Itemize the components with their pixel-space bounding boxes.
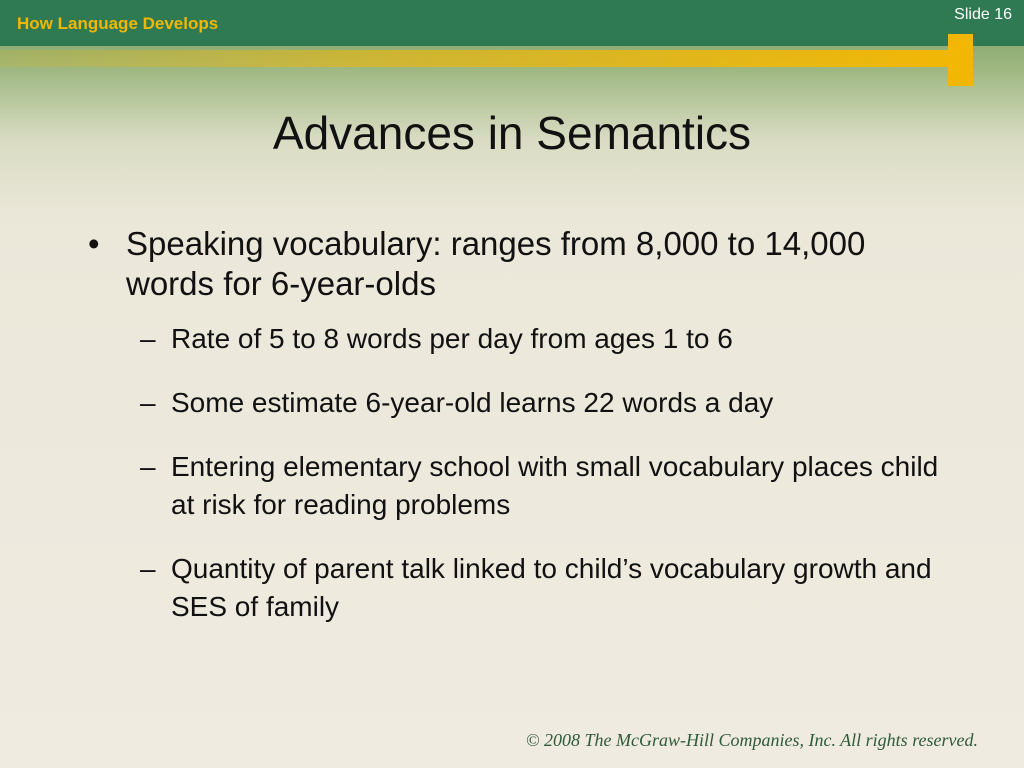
bullet-item bbox=[84, 224, 944, 304]
sub-bullet-text: Entering elementary school with small vocabulary places child at risk for reading problems bbox=[171, 451, 939, 520]
copyright-footer: © 2008 The McGraw-Hill Companies, Inc. All rights reserved. bbox=[525, 730, 978, 750]
sub-bullet-item bbox=[84, 384, 944, 422]
sub-bullet-item bbox=[84, 448, 944, 524]
sub-bullet-item bbox=[84, 320, 944, 358]
dash-marker: – bbox=[140, 323, 156, 354]
slide-title: Advances in Semantics bbox=[272, 107, 752, 159]
accent-bar bbox=[0, 50, 958, 67]
accent-square bbox=[948, 34, 973, 86]
deck-title: How Language Develops bbox=[17, 14, 219, 33]
sub-bullet-text: Quantity of parent talk linked to child’s vocabulary growth and SES of family bbox=[171, 553, 932, 622]
bullet-marker: • bbox=[88, 225, 100, 262]
dash-marker: – bbox=[140, 387, 156, 418]
dash-marker: – bbox=[140, 451, 156, 482]
bullet-text: Speaking vocabulary: ranges from 8,000 to 14,000 words for 6-year-olds bbox=[126, 225, 866, 302]
slide-content bbox=[84, 224, 944, 652]
sub-bullet-text: Rate of 5 to 8 words per day from ages 1 to 6 bbox=[171, 323, 733, 354]
slide-number: Slide 16 bbox=[954, 6, 1012, 23]
sub-bullet-item bbox=[84, 550, 944, 626]
dash-marker: – bbox=[140, 553, 156, 584]
sub-bullet-text: Some estimate 6-year-old learns 22 words a day bbox=[171, 387, 774, 418]
